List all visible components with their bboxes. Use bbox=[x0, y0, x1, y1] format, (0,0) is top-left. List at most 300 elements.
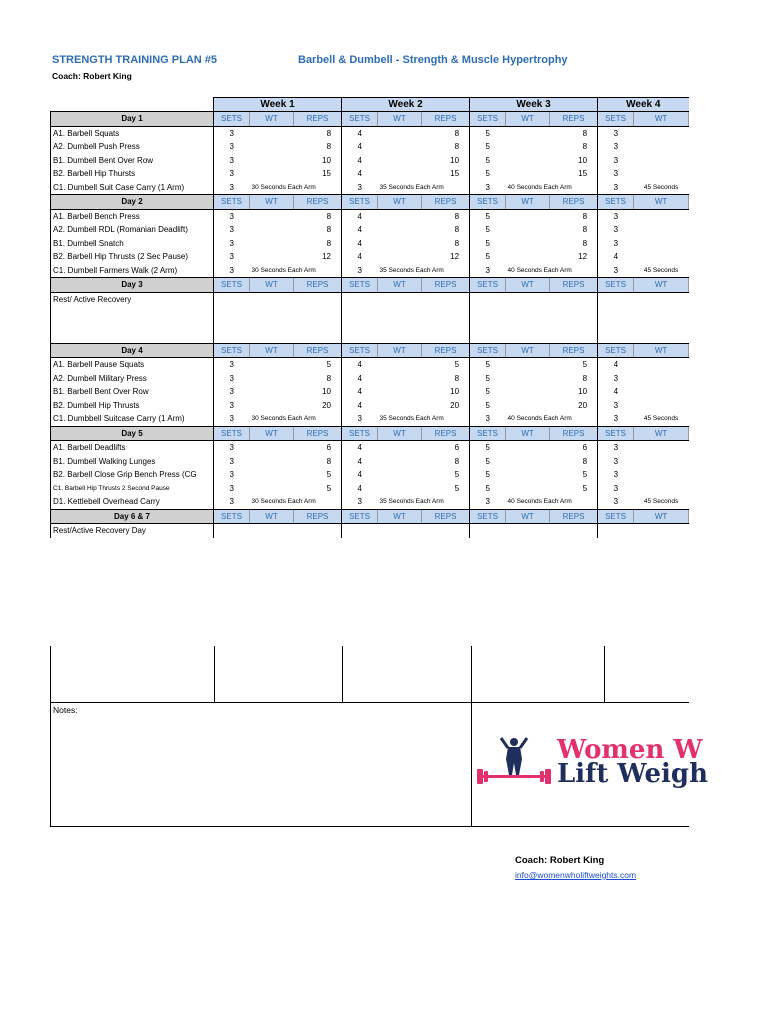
sets-header: SETS bbox=[598, 278, 634, 293]
exercise-row bbox=[51, 399, 689, 413]
reps-cell: 10 bbox=[578, 387, 588, 397]
exercise-row bbox=[51, 482, 689, 496]
rest-cell bbox=[470, 292, 598, 343]
sets-cell: 5 bbox=[470, 154, 506, 168]
wt-cell bbox=[250, 385, 294, 399]
reps-header: REPS bbox=[294, 343, 342, 358]
week-header: Week 4 bbox=[598, 98, 689, 112]
sets-cell: 5 bbox=[470, 209, 506, 223]
reps-cell: 6 bbox=[326, 443, 332, 453]
reps-cell: 8 bbox=[582, 456, 588, 466]
sets-cell: 5 bbox=[470, 372, 506, 386]
training-table bbox=[50, 97, 688, 538]
reps-cell: 8 bbox=[582, 128, 588, 138]
wt-header: WT bbox=[506, 343, 550, 358]
wt-cell bbox=[250, 223, 294, 237]
rest-cell bbox=[342, 524, 470, 539]
week-header: Week 3 bbox=[470, 98, 598, 112]
sets-header: SETS bbox=[214, 112, 250, 127]
reps-cell: 15 bbox=[578, 169, 588, 179]
reps-header: REPS bbox=[550, 343, 598, 358]
exercise-name: A1. Barbell Deadlifts bbox=[51, 441, 214, 455]
wt-cell bbox=[634, 372, 689, 386]
plan-title: STRENGTH TRAINING PLAN #5 bbox=[52, 54, 218, 66]
wt-cell bbox=[506, 482, 550, 496]
wt-cell bbox=[378, 126, 422, 140]
wt-cell bbox=[506, 455, 550, 469]
wt-cell bbox=[506, 209, 550, 223]
wt-cell bbox=[506, 126, 550, 140]
exercise-name: C1. Dumbell Farmers Walk (2 Arm) bbox=[51, 264, 214, 278]
reps-cell: 12 bbox=[450, 252, 460, 262]
day-header-row bbox=[51, 426, 689, 441]
footer-coach: Coach: Robert King bbox=[515, 855, 605, 866]
exercise-row bbox=[51, 140, 689, 154]
sets-cell: 3 bbox=[214, 126, 250, 140]
wt-cell bbox=[250, 154, 294, 168]
sets-cell: 3 bbox=[342, 495, 378, 509]
reps-header: REPS bbox=[294, 509, 342, 524]
day-label: Day 5 bbox=[51, 426, 214, 441]
sets-cell: 5 bbox=[470, 140, 506, 154]
exercise-name: A1. Barbell Pause Squats bbox=[51, 358, 214, 372]
sets-cell: 3 bbox=[598, 237, 634, 251]
week-header: Week 2 bbox=[342, 98, 470, 112]
wt-cell bbox=[250, 399, 294, 413]
wt-cell: 45 Seconds bbox=[643, 183, 679, 191]
sets-cell: 3 bbox=[598, 482, 634, 496]
wt-cell bbox=[634, 358, 689, 372]
sets-cell: 3 bbox=[598, 372, 634, 386]
wt-cell: 30 Seconds Each Arm bbox=[251, 498, 316, 506]
sets-cell: 3 bbox=[214, 399, 250, 413]
sets-cell: 5 bbox=[470, 399, 506, 413]
sets-cell: 5 bbox=[470, 482, 506, 496]
sets-cell: 4 bbox=[342, 455, 378, 469]
wt-cell: 35 Seconds Each Arm bbox=[379, 266, 444, 274]
sets-cell: 3 bbox=[598, 264, 634, 278]
sets-cell: 3 bbox=[214, 140, 250, 154]
reps-cell: 8 bbox=[582, 142, 588, 152]
sets-cell: 5 bbox=[470, 237, 506, 251]
notes-area bbox=[51, 702, 708, 880]
sets-header: SETS bbox=[470, 195, 506, 210]
wt-cell bbox=[378, 468, 422, 482]
reps-header: REPS bbox=[294, 426, 342, 441]
sets-cell: 4 bbox=[598, 358, 634, 372]
wt-cell bbox=[378, 372, 422, 386]
reps-cell: 5 bbox=[326, 360, 332, 370]
exercise-row bbox=[51, 209, 689, 223]
sets-cell: 3 bbox=[598, 209, 634, 223]
sets-cell: 4 bbox=[598, 250, 634, 264]
wt-header: WT bbox=[506, 278, 550, 293]
reps-cell: 8 bbox=[582, 238, 588, 248]
reps-cell: 10 bbox=[322, 387, 332, 397]
reps-cell: 8 bbox=[454, 238, 460, 248]
reps-cell: 8 bbox=[326, 373, 332, 383]
rest-cell bbox=[598, 292, 689, 343]
sets-cell: 3 bbox=[214, 495, 250, 509]
coach-name: Coach: Robert King bbox=[52, 71, 132, 81]
wt-header: WT bbox=[634, 112, 689, 127]
logo-text-line2: Lift Weigh bbox=[557, 759, 708, 789]
day-label: Day 6 & 7 bbox=[51, 509, 214, 524]
women-who-lift-weights-logo bbox=[475, 735, 708, 789]
sets-cell: 5 bbox=[470, 250, 506, 264]
sets-cell: 4 bbox=[342, 468, 378, 482]
wt-cell bbox=[634, 455, 689, 469]
wt-cell bbox=[378, 223, 422, 237]
wt-header: WT bbox=[506, 195, 550, 210]
sets-cell: 3 bbox=[598, 126, 634, 140]
exercise-name: B2. Barbell Hip Thursts bbox=[51, 167, 214, 181]
sets-cell: 3 bbox=[598, 167, 634, 181]
reps-cell: 6 bbox=[582, 443, 588, 453]
reps-cell: 10 bbox=[450, 155, 460, 165]
sets-cell: 4 bbox=[342, 399, 378, 413]
reps-cell: 8 bbox=[326, 225, 332, 235]
sets-cell: 3 bbox=[470, 264, 506, 278]
wt-cell bbox=[634, 209, 689, 223]
wt-cell bbox=[250, 372, 294, 386]
sets-cell: 3 bbox=[598, 468, 634, 482]
day-header-row bbox=[51, 112, 689, 127]
sets-cell: 5 bbox=[470, 223, 506, 237]
wt-header: WT bbox=[250, 278, 294, 293]
exercise-row bbox=[51, 385, 689, 399]
day-label: Day 2 bbox=[51, 195, 214, 210]
wt-cell bbox=[378, 399, 422, 413]
wt-cell bbox=[378, 154, 422, 168]
reps-cell: 8 bbox=[582, 211, 588, 221]
wt-cell bbox=[634, 399, 689, 413]
reps-cell: 15 bbox=[322, 169, 332, 179]
sets-cell: 3 bbox=[598, 412, 634, 426]
sets-cell: 5 bbox=[470, 455, 506, 469]
column-divider bbox=[214, 646, 215, 702]
reps-cell: 10 bbox=[322, 155, 332, 165]
reps-header: REPS bbox=[550, 112, 598, 127]
wt-header: WT bbox=[378, 278, 422, 293]
day-header-row bbox=[51, 195, 689, 210]
exercise-row bbox=[51, 181, 689, 195]
wt-cell bbox=[250, 468, 294, 482]
wt-cell bbox=[506, 154, 550, 168]
sets-cell: 3 bbox=[598, 181, 634, 195]
wt-cell bbox=[250, 126, 294, 140]
exercise-name: A2. Dumbell RDL (Romanian Deadlift) bbox=[51, 223, 214, 237]
sets-header: SETS bbox=[342, 343, 378, 358]
rest-label: Rest/Active Recovery Day bbox=[51, 524, 214, 539]
sets-header: SETS bbox=[342, 426, 378, 441]
wt-cell bbox=[506, 441, 550, 455]
exercise-name: A1. Barbell Bench Press bbox=[51, 209, 214, 223]
wt-cell bbox=[378, 167, 422, 181]
reps-header: REPS bbox=[422, 195, 470, 210]
sets-cell: 4 bbox=[342, 154, 378, 168]
barbell-woman-logo-icon bbox=[475, 735, 555, 789]
wt-cell bbox=[250, 140, 294, 154]
sets-header: SETS bbox=[214, 195, 250, 210]
wt-header: WT bbox=[506, 426, 550, 441]
exercise-row bbox=[51, 495, 689, 509]
reps-cell: 5 bbox=[326, 483, 332, 493]
sets-header: SETS bbox=[342, 112, 378, 127]
reps-cell: 8 bbox=[582, 373, 588, 383]
sets-cell: 3 bbox=[214, 468, 250, 482]
wt-cell bbox=[250, 237, 294, 251]
wt-cell bbox=[378, 250, 422, 264]
sets-header: SETS bbox=[598, 343, 634, 358]
wt-header: WT bbox=[634, 278, 689, 293]
sets-cell: 3 bbox=[598, 154, 634, 168]
wt-cell bbox=[506, 140, 550, 154]
sets-cell: 3 bbox=[342, 412, 378, 426]
sets-header: SETS bbox=[470, 426, 506, 441]
wt-cell bbox=[378, 358, 422, 372]
reps-cell: 8 bbox=[454, 373, 460, 383]
sets-cell: 3 bbox=[214, 154, 250, 168]
sets-header: SETS bbox=[342, 278, 378, 293]
reps-header: REPS bbox=[422, 343, 470, 358]
wt-header: WT bbox=[506, 112, 550, 127]
sets-header: SETS bbox=[342, 509, 378, 524]
wt-cell bbox=[634, 126, 689, 140]
reps-cell: 8 bbox=[326, 211, 332, 221]
sets-cell: 4 bbox=[342, 385, 378, 399]
sets-cell: 4 bbox=[598, 385, 634, 399]
wt-cell bbox=[634, 250, 689, 264]
sets-header: SETS bbox=[598, 509, 634, 524]
sets-cell: 3 bbox=[598, 140, 634, 154]
sets-cell: 4 bbox=[342, 126, 378, 140]
reps-cell: 8 bbox=[454, 225, 460, 235]
wt-header: WT bbox=[506, 509, 550, 524]
wt-cell bbox=[634, 441, 689, 455]
sets-header: SETS bbox=[598, 112, 634, 127]
wt-cell: 40 Seconds Each Arm bbox=[507, 266, 572, 274]
sets-cell: 4 bbox=[342, 140, 378, 154]
wt-cell bbox=[378, 385, 422, 399]
sets-cell: 3 bbox=[598, 399, 634, 413]
wt-cell bbox=[634, 468, 689, 482]
wt-cell: 40 Seconds Each Arm bbox=[507, 498, 572, 506]
exercise-row bbox=[51, 372, 689, 386]
wt-cell bbox=[506, 358, 550, 372]
exercise-name: B1. Dumbell Snatch bbox=[51, 237, 214, 251]
notes-divider bbox=[471, 703, 472, 827]
reps-cell: 5 bbox=[326, 470, 332, 480]
sets-cell: 4 bbox=[342, 358, 378, 372]
wt-cell bbox=[378, 209, 422, 223]
reps-header: REPS bbox=[550, 195, 598, 210]
day-label: Day 4 bbox=[51, 343, 214, 358]
wt-cell bbox=[378, 237, 422, 251]
wt-cell: 30 Seconds Each Arm bbox=[251, 415, 316, 423]
wt-cell bbox=[506, 385, 550, 399]
sets-header: SETS bbox=[214, 509, 250, 524]
rest-cell bbox=[214, 292, 342, 343]
reps-header: REPS bbox=[422, 426, 470, 441]
exercise-row bbox=[51, 223, 689, 237]
wt-cell bbox=[250, 167, 294, 181]
sets-cell: 3 bbox=[342, 181, 378, 195]
sets-cell: 3 bbox=[598, 455, 634, 469]
exercise-row bbox=[51, 412, 689, 426]
reps-cell: 8 bbox=[454, 128, 460, 138]
column-divider bbox=[471, 646, 472, 702]
wt-cell bbox=[634, 385, 689, 399]
rest-row bbox=[51, 292, 689, 343]
rest-cell bbox=[214, 524, 342, 539]
exercise-row bbox=[51, 126, 689, 140]
reps-cell: 20 bbox=[578, 400, 588, 410]
day-label: Day 1 bbox=[51, 112, 214, 127]
wt-header: WT bbox=[634, 509, 689, 524]
wt-header: WT bbox=[378, 195, 422, 210]
sets-cell: 5 bbox=[470, 358, 506, 372]
sets-cell: 3 bbox=[598, 223, 634, 237]
exercise-name: B2. Barbell Close Grip Bench Press (CG bbox=[51, 468, 214, 482]
wt-cell: 40 Seconds Each Arm bbox=[507, 415, 572, 423]
reps-cell: 20 bbox=[450, 400, 460, 410]
exercise-name: B2. Dumbell Hip Thrusts bbox=[51, 399, 214, 413]
wt-cell bbox=[634, 482, 689, 496]
reps-cell: 8 bbox=[326, 456, 332, 466]
exercise-row bbox=[51, 441, 689, 455]
reps-cell: 8 bbox=[326, 142, 332, 152]
reps-cell: 8 bbox=[326, 128, 332, 138]
sets-cell: 3 bbox=[214, 412, 250, 426]
sets-cell: 3 bbox=[214, 455, 250, 469]
wt-cell bbox=[506, 372, 550, 386]
sets-cell: 5 bbox=[470, 167, 506, 181]
sets-cell: 3 bbox=[598, 495, 634, 509]
day-header-row bbox=[51, 343, 689, 358]
wt-cell bbox=[506, 167, 550, 181]
reps-header: REPS bbox=[422, 509, 470, 524]
sets-header: SETS bbox=[598, 426, 634, 441]
exercise-row bbox=[51, 264, 689, 278]
wt-cell bbox=[506, 399, 550, 413]
sets-header: SETS bbox=[470, 343, 506, 358]
sets-cell: 3 bbox=[214, 372, 250, 386]
week-header-row bbox=[51, 98, 689, 112]
sets-header: SETS bbox=[342, 195, 378, 210]
exercise-row bbox=[51, 358, 689, 372]
sets-cell: 3 bbox=[470, 412, 506, 426]
rest-cell bbox=[342, 292, 470, 343]
email-link[interactable]: info@womenwholiftweights.com bbox=[515, 870, 637, 880]
notes-label: Notes: bbox=[53, 705, 78, 715]
sets-cell: 5 bbox=[470, 385, 506, 399]
reps-header: REPS bbox=[294, 112, 342, 127]
wt-cell: 45 Seconds bbox=[643, 498, 679, 506]
wt-header: WT bbox=[378, 343, 422, 358]
sets-cell: 4 bbox=[342, 237, 378, 251]
wt-cell: 40 Seconds Each Arm bbox=[507, 183, 572, 191]
wt-header: WT bbox=[378, 426, 422, 441]
exercise-name: C1. Dumbbell Suitcase Carry (1 Arm) bbox=[51, 412, 214, 426]
day-label: Day 3 bbox=[51, 278, 214, 293]
wt-cell: 30 Seconds Each Arm bbox=[251, 266, 316, 274]
wt-cell: 45 Seconds bbox=[643, 415, 679, 423]
sets-cell: 3 bbox=[214, 358, 250, 372]
reps-cell: 8 bbox=[582, 225, 588, 235]
bottom-section bbox=[50, 646, 708, 880]
reps-cell: 5 bbox=[454, 470, 460, 480]
blank-cell bbox=[51, 98, 214, 112]
rest-row bbox=[51, 524, 689, 539]
reps-cell: 8 bbox=[454, 456, 460, 466]
wt-cell bbox=[506, 223, 550, 237]
wt-cell bbox=[634, 140, 689, 154]
reps-cell: 10 bbox=[578, 155, 588, 165]
reps-cell: 6 bbox=[454, 443, 460, 453]
reps-cell: 12 bbox=[322, 252, 332, 262]
wt-cell: 35 Seconds Each Arm bbox=[379, 415, 444, 423]
wt-cell bbox=[250, 482, 294, 496]
sets-cell: 3 bbox=[470, 181, 506, 195]
sets-header: SETS bbox=[214, 343, 250, 358]
wt-cell: 35 Seconds Each Arm bbox=[379, 183, 444, 191]
sets-cell: 3 bbox=[214, 209, 250, 223]
reps-cell: 12 bbox=[578, 252, 588, 262]
wt-cell bbox=[634, 237, 689, 251]
exercise-name: B1. Barbell Bent Over Row bbox=[51, 385, 214, 399]
sets-cell: 5 bbox=[470, 126, 506, 140]
exercise-name: B2. Barbell Hip Thrusts (2 Sec Pause) bbox=[51, 250, 214, 264]
sets-cell: 4 bbox=[342, 482, 378, 496]
column-divider bbox=[604, 646, 605, 702]
wt-cell bbox=[634, 154, 689, 168]
exercise-row bbox=[51, 468, 689, 482]
exercise-name: A2. Dumbell Push Press bbox=[51, 140, 214, 154]
sets-header: SETS bbox=[470, 112, 506, 127]
exercise-name: A2. Dumbell Military Press bbox=[51, 372, 214, 386]
wt-cell bbox=[634, 167, 689, 181]
sets-cell: 3 bbox=[214, 250, 250, 264]
reps-cell: 8 bbox=[454, 142, 460, 152]
logo-text-line1: Women W bbox=[557, 735, 703, 765]
reps-cell: 5 bbox=[582, 470, 588, 480]
sets-cell: 3 bbox=[214, 264, 250, 278]
wt-header: WT bbox=[250, 509, 294, 524]
reps-header: REPS bbox=[294, 195, 342, 210]
wt-header: WT bbox=[250, 426, 294, 441]
reps-cell: 5 bbox=[454, 360, 460, 370]
exercise-name: B1. Dumbell Bent Over Row bbox=[51, 154, 214, 168]
exercise-row bbox=[51, 237, 689, 251]
sets-header: SETS bbox=[214, 278, 250, 293]
wt-cell bbox=[378, 455, 422, 469]
exercise-row bbox=[51, 250, 689, 264]
wt-cell bbox=[506, 250, 550, 264]
rest-label: Rest/ Active Recovery bbox=[51, 292, 214, 343]
wt-cell bbox=[250, 441, 294, 455]
wt-cell bbox=[506, 237, 550, 251]
sets-cell: 4 bbox=[342, 209, 378, 223]
wt-cell bbox=[634, 223, 689, 237]
reps-header: REPS bbox=[422, 278, 470, 293]
sets-cell: 5 bbox=[470, 468, 506, 482]
reps-header: REPS bbox=[550, 278, 598, 293]
wt-header: WT bbox=[634, 343, 689, 358]
wt-cell: 30 Seconds Each Arm bbox=[251, 183, 316, 191]
rest-cell bbox=[470, 524, 598, 539]
exercise-name: B1. Dumbell Walking Lunges bbox=[51, 455, 214, 469]
